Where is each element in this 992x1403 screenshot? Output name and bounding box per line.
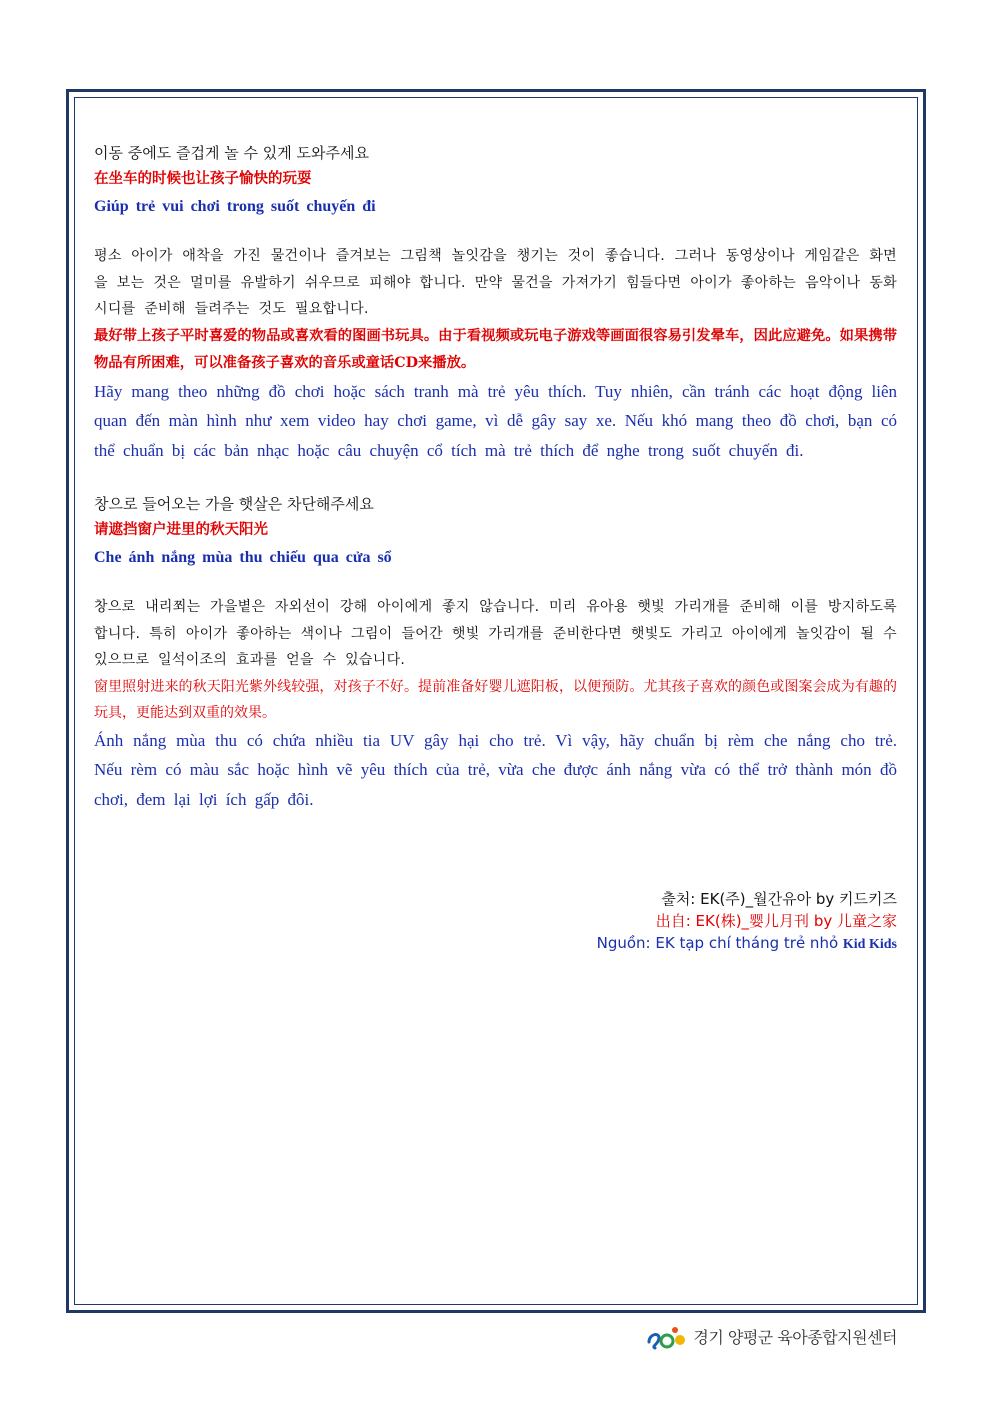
section1-body-vi: Hãy mang theo những đồ chơi hoặc sách tranh mà trẻ yêu thích. Tuy nhiên, cần tránh các hoạt động liên quan đến màn hình như xem video hay chơi game, vì dễ gây say xe. Nếu khó mang theo đồ chơi, bạn có thể chuẩn bị các bản nhạc hoặc câu chuyện cổ tích mà trẻ thích để nghe trong suốt chuyến đi. bbox=[94, 381, 897, 460]
section2-body-cn: 窗里照射进来的秋天阳光紫外线较强，对孩子不好。提前准备好婴儿遮阳板，以便预防。尤其孩子喜欢的颜色或图案会成为有趣的玩具，更能达到双重的效果。 bbox=[94, 678, 897, 721]
source-kr: 출처: EK(주)_월간유아 by 키드키즈 bbox=[661, 890, 897, 908]
footer bbox=[645, 1322, 897, 1350]
source-vi bbox=[597, 932, 897, 956]
section2-body-vi: Ánh nắng mùa thu có chứa nhiều tia UV gây hại cho trẻ. Vì vậy, hãy chuẩn bị rèm che nắng cho trẻ. Nếu rèm có màu sắc hoặc hình vẽ yêu thích của trẻ, vừa che được ánh nắng vừa có thể trở thành món đồ chơi, đem lại lợi ích gấp đôi. bbox=[94, 730, 897, 809]
section2-title-kr: 창으로 들어오는 가을 햇살은 차단해주세요 bbox=[94, 495, 374, 513]
source-vi-brand: Kid Kids bbox=[842, 937, 897, 952]
section2-body-kr: 창으로 내리쬐는 가을볕은 자외선이 강해 아이에게 좋지 않습니다. 미리 유아용 햇빛 가리개를 준비해 이를 방지하도록 합니다. 특히 아이가 좋아하는 색이나 그림이 들어간 햇빛 가리개를 준비한다면 햇빛도 가리고 아이에게 놀잇감이 될 수 있으므로 일석이조의 효과를 얻을 수 있습니다. bbox=[94, 599, 897, 668]
section2-title-cn: 请遮挡窗户进里的秋天阳光 bbox=[94, 521, 268, 538]
source-vi-prefix: Nguồn: EK tạp chí tháng trẻ nhỏ bbox=[596, 934, 843, 952]
section2-title-vi: Che ánh nắng mùa thu chiếu qua cửa sổ bbox=[94, 549, 392, 566]
source-cn: 出自: EK(株)_婴儿月刊 by 儿童之家 bbox=[655, 912, 897, 930]
document-body bbox=[94, 141, 897, 814]
footer-org-name: 경기 양평군 육아종합지원센터 bbox=[693, 1327, 897, 1347]
section1-title-vi: Giúp trẻ vui chơi trong suốt chuyến đi bbox=[94, 198, 376, 215]
section1-body-kr: 평소 아이가 애착을 가진 물건이나 즐겨보는 그림책 놀잇감을 챙기는 것이 좋습니다. 그러나 동영상이나 게임같은 화면을 보는 것은 멀미를 유발하기 쉬우므로 피해야 합니다. 만약 물건을 가져가기 힘들다면 아이가 좋아하는 음악이나 동화 시디를 준비해 들려주는 것도 필요합니다. bbox=[94, 248, 897, 317]
section1-title-kr: 이동 중에도 즐겁게 놀 수 있게 도와주세요 bbox=[94, 144, 369, 162]
section1-body-cn: 最好带上孩子平时喜爱的物品或喜欢看的图画书玩具。由于看视频或玩电子游戏等画面很容易引发晕车，因此应避免。如果携带物品有所困难，可以准备孩子喜欢的音乐或童话CD来播放。 bbox=[94, 327, 897, 371]
section1-title-cn: 在坐车的时候也让孩子愉快的玩耍 bbox=[94, 170, 312, 187]
center-logo-icon bbox=[645, 1322, 687, 1350]
source-credits bbox=[597, 888, 897, 956]
